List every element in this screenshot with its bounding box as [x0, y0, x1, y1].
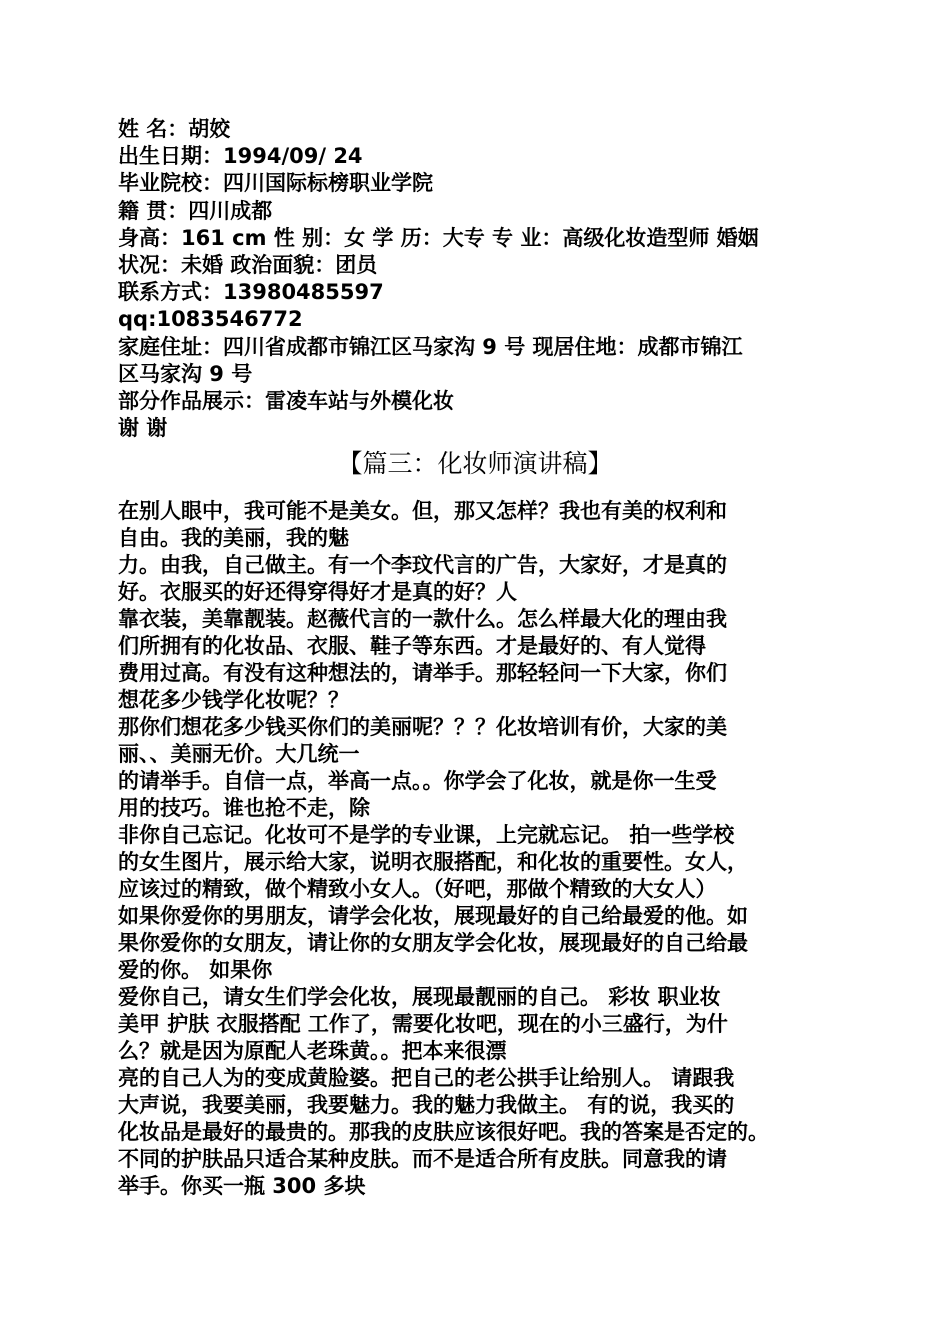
paragraph-line: 亮的自己人为的变成黄脸婆。把自己的老公拱手让给别人。 请跟我: [118, 1066, 735, 1090]
paragraph-line: 靠衣装，美靠靓装。赵薇代言的一款什么。怎么样最大化的理由我: [118, 607, 727, 631]
info-line: 身高：161 cm 性 别：女 学 历：大专 专 业：高级化妆造型师 婚姻: [118, 225, 759, 250]
paragraph-line: 丽、、美丽无价。大几统一: [118, 742, 360, 766]
paragraph-line: 自由。我的美丽，我的魅: [118, 526, 349, 550]
info-line: 毕业院校：四川国际标榜职业学院: [118, 171, 433, 196]
paragraph-line: 们所拥有的化妆品、衣服、鞋子等东西。才是最好的、有人觉得: [118, 634, 706, 658]
paragraph-line: 的请举手。自信一点，举高一点。。你学会了化妆，就是你一生受: [118, 769, 717, 793]
info-line: 区马家沟 9 号: [118, 361, 253, 386]
paragraph-line: 那你们想花多少钱买你们的美丽呢？？？化妆培训有价，大家的美: [118, 715, 727, 739]
section-title: 【篇三：化妆师演讲稿】: [337, 449, 613, 478]
info-line: 家庭住址：四川省成都市锦江区马家沟 9 号 现居住地：成都市锦江: [118, 334, 743, 359]
paragraph-line: 么？就是因为原配人老珠黄。。把本来很漂: [118, 1039, 507, 1063]
info-line: 姓 名：胡姣: [118, 117, 231, 141]
info-line: 联系方式：13980485597: [118, 280, 384, 305]
paragraph-line: 用的技巧。谁也抢不走，除: [118, 796, 370, 820]
paragraph-line: 美甲 护肤 衣服搭配 工作了，需要化妆吧，现在的小三盛行，为什: [118, 1012, 728, 1036]
paragraph-line: 费用过高。有没有这种想法的，请举手。那轻轻问一下大家，你们: [118, 661, 727, 685]
paragraph-line: 大声说，我要美丽，我要魅力。我的魅力我做主。 有的说，我买的: [118, 1093, 735, 1117]
paragraph-line: 举手。你买一瓶 300 多块: [118, 1174, 366, 1198]
info-line: 部分作品展示：雷凌车站与外模化妆: [118, 389, 454, 413]
info-line: qq:1083546772: [118, 307, 303, 332]
paragraph-line: 想花多少钱学化妆呢？？: [118, 688, 349, 712]
info-line: 出生日期：1994/09/ 24: [118, 144, 363, 169]
paragraph-line: 化妆品是最好的最贵的。那我的皮肤应该很好吧。我的答案是否定的。: [118, 1120, 769, 1144]
paragraph-line: 如果你爱你的男朋友，请学会化妆，展现最好的自己给最爱的他。如: [118, 904, 748, 928]
paragraph-line: 的女生图片，展示给大家，说明衣服搭配，和化妆的重要性。女人，: [118, 850, 748, 874]
paragraph-line: 力。由我，自己做主。有一个李玟代言的广告，大家好，才是真的: [118, 553, 727, 577]
info-line: 籍 贯：四川成都: [118, 198, 273, 223]
paragraph-line: 爱你自己，请女生们学会化妆，展现最靓丽的自己。 彩妆 职业妆: [118, 985, 721, 1009]
paragraph-line: 不同的护肤品只适合某种皮肤。而不是适合所有皮肤。同意我的请: [118, 1147, 727, 1171]
paragraph-line: 果你爱你的女朋友，请让你的女朋友学会化妆，展现最好的自己给最: [118, 931, 748, 955]
paragraph-line: 在别人眼中，我可能不是美女。但，那又怎样？我也有美的权利和: [118, 499, 727, 523]
info-line: 谢 谢: [118, 416, 168, 441]
info-line: 状况：未婚 政治面貌：团员: [118, 253, 378, 277]
paragraph-line: 爱的你。 如果你: [118, 958, 273, 982]
paragraph-line: 应该过的精致，做个精致小女人。（好吧，那做个精致的大女人）: [118, 877, 717, 901]
paragraph-line: 非你自己忘记。化妆可不是学的专业课，上完就忘记。 拍一些学校: [118, 823, 735, 847]
paragraph-line: 好。衣服买的好还得穿得好才是真的好？人: [118, 580, 517, 604]
